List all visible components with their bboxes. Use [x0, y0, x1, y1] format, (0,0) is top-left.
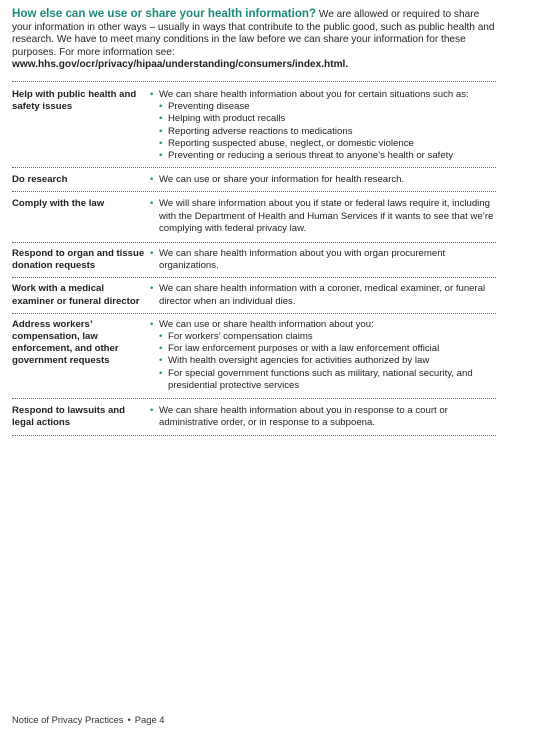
footer-separator: • [127, 714, 131, 725]
list-item: • For law enforcement purposes or with a law enforcement official [159, 343, 496, 355]
table-row-public-health [12, 82, 496, 167]
row-lead: • We can share health information about you for certain situations such as: [150, 89, 496, 101]
row-term: Comply with the law [12, 198, 105, 210]
table-row-research [12, 168, 496, 191]
row-description [150, 405, 496, 429]
list-item: • Helping with product recalls [159, 113, 496, 125]
page-footer [12, 714, 165, 725]
row-term: Respond to lawsuits and legal actions [12, 405, 126, 429]
row-description [150, 283, 496, 307]
list-item: • With health oversight agencies for activities authorized by law [159, 355, 496, 367]
page-content [12, 8, 496, 436]
row-term: Help with public health and safety issues [12, 88, 137, 113]
table-row-organ-donation [12, 243, 496, 277]
row-description [150, 198, 496, 235]
table-row-law [12, 192, 496, 242]
row-description [150, 174, 496, 186]
row-term: Work with a medical examiner or funeral director [12, 283, 140, 307]
list-item: • Reporting suspected abuse, neglect, or domestic violence [159, 138, 496, 150]
section-heading: How else can we use or share your health information? [12, 7, 317, 20]
list-item: • For workers’ compensation claims [159, 331, 496, 343]
list-item: • Preventing disease [159, 101, 496, 113]
hhs-url-link[interactable]: www.hhs.gov/ocr/privacy/hipaa/understanding/consumers/index.html. [12, 59, 349, 71]
row-description [150, 248, 496, 272]
row-lead: • We can share health information about you in response to a court or administrative order, or in response to a subpoena. [150, 405, 496, 429]
table-row-lawsuits [12, 399, 496, 435]
row-lead: • We can use or share your information for health research. [150, 174, 496, 186]
row-description [150, 319, 496, 392]
list-item: • For special government functions such as military, national security, and presidential protective services [159, 368, 496, 392]
list-item: • Preventing or reducing a serious threat to anyone’s health or safety [159, 150, 496, 162]
row-description [150, 89, 496, 162]
row-term: Respond to organ and tissue donation requests [12, 248, 145, 272]
footer-title: Notice of Privacy Practices [12, 714, 124, 725]
row-lead: • We can share health information with a coroner, medical examiner, or funeral director when an individual dies. [150, 283, 496, 307]
row-lead: • We can use or share health information about you: [150, 319, 496, 331]
row-term: Do research [12, 174, 68, 186]
intro-text: We are allowed or required to share your information in other ways – usually in ways that contribute to the public good, such as public health and research. We have to meet many conditions in the law before we can share your information for these purposes. For more information see: [12, 9, 495, 58]
row-term: Address workers’ compensation, law enforcement, and other government requests [12, 318, 119, 367]
divider [12, 435, 496, 436]
page-number: Page 4 [134, 714, 165, 725]
table-row-medical-examiner [12, 278, 496, 312]
row-lead: • We will share information about you if state or federal laws require it, including with the Department of Health and Human Services if it wants to see that we’re complying with federal privacy law. [150, 198, 496, 235]
row-lead: • We can share health information about you with organ procurement organizations. [150, 248, 496, 272]
list-item: • Reporting adverse reactions to medications [159, 126, 496, 138]
table-row-government-requests [12, 314, 496, 398]
intro-paragraph [12, 8, 496, 72]
